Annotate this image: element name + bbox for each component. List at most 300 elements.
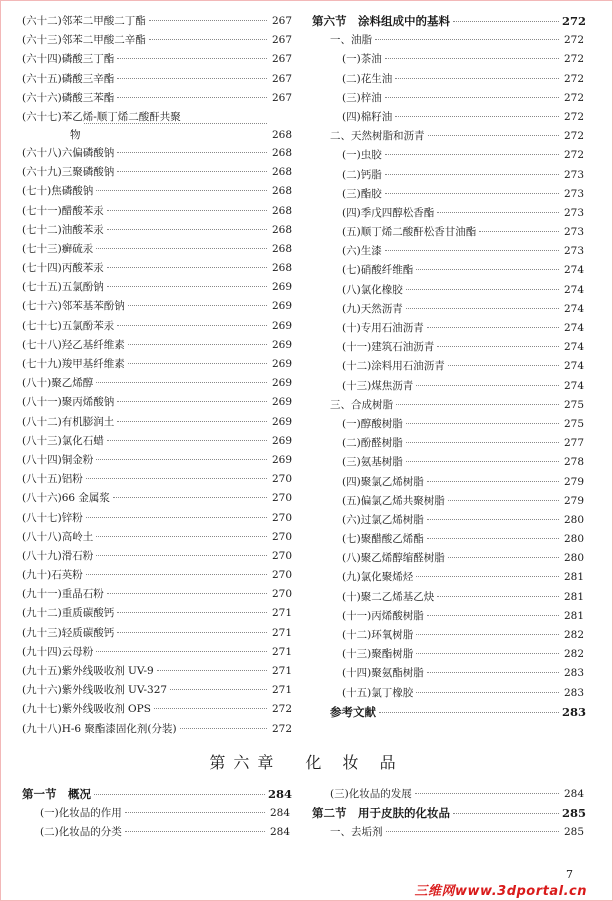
toc-entry-label: (六十五)磷酸三辛酯 [22,72,115,85]
toc-entry-label: (八十)聚乙烯醇 [22,377,94,390]
toc-section-heading [312,12,587,31]
toc-entry [312,89,584,108]
dot-leader [117,325,267,326]
toc-entry-label: 第二节 用于皮肤的化妆品 [312,806,450,821]
toc-entry-label: (七十七)五氯酚苯汞 [22,319,115,332]
toc-entry-page: 270 [271,549,292,562]
toc-entry-page: 284 [269,826,290,839]
toc-entry-label: 二、天然树脂和沥青 [330,130,425,143]
toc-entry-label: (三)氨基树脂 [342,456,403,469]
toc-entry-page: 269 [271,319,292,332]
toc-entry-label: 一、去垢剂 [330,826,383,839]
toc-entry-label: (七十二)油酸苯汞 [22,223,104,236]
toc-entry [312,50,584,69]
toc-entry-label: (一)醇酸树脂 [342,417,403,430]
toc-entry [312,684,584,703]
toc-entry-label: (五)顺丁烯二酸酐松香甘油酯 [342,226,477,239]
toc-entry [312,127,584,146]
toc-entry-page: 280 [563,513,584,526]
toc-entry-label: 第六节 涂料组成中的基料 [312,14,450,28]
toc-entry [312,377,584,396]
toc-entry [312,549,584,568]
toc-entry-page: 270 [271,569,292,582]
toc-entry-page: 268 [271,223,292,236]
toc-entry-label: (六)过氯乙烯树脂 [342,513,424,526]
dot-leader [125,812,265,813]
toc-entry-label: (八十二)有机膨润土 [22,415,115,428]
dot-leader [113,497,267,498]
dot-leader [128,363,267,364]
dot-leader [427,538,559,539]
toc-entry [312,357,584,376]
toc-entry-page: 283 [563,686,584,699]
toc-entry [22,547,292,566]
toc-entry-page: 269 [271,377,292,390]
dot-leader [170,689,267,690]
toc-entry-label: (八十六)66 金属浆 [22,492,110,505]
toc-entry-label: (二)钙脂 [342,168,382,181]
dot-leader [416,385,559,386]
dot-leader [94,794,265,795]
dot-leader [406,442,559,443]
dot-leader [180,728,267,729]
dot-leader [437,212,559,213]
toc-entry-label: (七十五)五氯酚钠 [22,281,104,294]
dot-leader [416,269,559,270]
toc-entry [22,355,292,374]
toc-entry-label: (六十九)三聚磷酸钠 [22,166,115,179]
toc-entry [312,108,584,127]
toc-entry-label: 参考文献 [330,704,376,719]
toc-entry-page: 268 [271,185,292,198]
toc-entry-page: 274 [563,341,584,354]
watermark: 三维网www.3dportal.cn [414,884,587,899]
toc-entry-label: (六十三)邻苯二甲酸二辛酯 [22,34,146,47]
toc-entry-label: (九)氯化聚烯烃 [342,571,414,584]
toc-entry [312,626,584,645]
dot-leader [107,229,267,230]
dot-leader [375,39,559,40]
toc-entry-page: 272 [271,703,292,716]
toc-entry [22,804,290,823]
toc-entry-label: (九十四)云母粉 [22,645,94,658]
toc-entry-page: 270 [271,530,292,543]
dot-leader [117,421,267,422]
toc-entry-label: (一)化妆品的作用 [40,807,122,820]
toc-entry-page: 269 [271,281,292,294]
dot-leader [117,152,267,153]
toc-entry-continuation [22,126,292,144]
toc-entry [22,643,292,662]
toc-entry-page: 284 [269,807,290,820]
toc-entry-page: 274 [563,264,584,277]
toc-entry-label: (六十四)磷酸三丁酯 [22,53,115,66]
dot-leader [96,382,267,383]
toc-entry-page: 274 [563,379,584,392]
dot-leader [385,193,559,194]
toc-entry-label: (四)聚氯乙烯树脂 [342,475,424,488]
toc-entry-label: (七)硝酸纤维酯 [342,264,414,277]
toc-entry-page: 268 [271,166,292,179]
toc-entry-page: 272 [563,110,584,123]
toc-entry-label: (九十八)H-6 聚酯漆固化剂(分装) [22,722,177,735]
toc-entry [312,31,584,50]
dot-leader [117,78,267,79]
dot-leader [96,459,267,460]
toc-entry [312,664,584,683]
toc-entry-label: (八十一)聚丙烯酸钠 [22,396,115,409]
toc-entry [312,607,584,626]
toc-entry-page: 272 [271,722,292,735]
dot-leader [406,308,559,309]
toc-entry-label: (十)聚二乙烯基乙炔 [342,590,435,603]
toc-entry-label: (三)酯胶 [342,187,382,200]
toc-entry-page: 274 [563,322,584,334]
toc-entry-label: (八)聚乙烯醇缩醛树脂 [342,552,445,565]
toc-entry [312,511,584,530]
toc-entry [22,259,292,278]
toc-entry [312,223,584,242]
dot-leader [395,116,559,117]
toc-section-heading [22,785,293,804]
dot-leader [117,171,267,172]
dot-leader [427,519,559,520]
dot-leader [437,346,559,347]
toc-entry-page: 270 [271,588,292,601]
toc-entry-label: (一)茶油 [342,53,382,66]
toc-entry-label: (八十三)氯化石蜡 [22,434,104,447]
toc-entry [312,281,584,300]
toc-entry-page: 279 [563,475,584,488]
dot-leader [427,615,559,616]
toc-entry [312,185,584,204]
toc-entry [22,336,292,355]
toc-entry-page: 272 [563,149,584,162]
toc-entry [312,453,584,472]
toc-entry-label: (十三)聚酯树脂 [342,648,414,661]
toc-entry-page: 283 [563,667,584,680]
toc-entry [22,89,292,108]
toc-entry [312,300,584,319]
dot-leader [385,58,559,59]
toc-entry-page: 271 [271,645,292,658]
toc-entry [22,202,292,221]
dot-leader [386,831,560,832]
dot-leader [107,286,267,287]
toc-entry-label: 一、油脂 [330,34,372,47]
toc-entry-label: (七十六)邻苯基苯酚钠 [22,300,125,313]
toc-entry-page: 271 [271,684,292,697]
dot-leader [416,653,559,654]
toc-entry-label: (八十七)锌粉 [22,511,83,524]
toc-entry [22,470,292,489]
toc-right-column [312,12,587,722]
toc-entry-label: (六十七)苯乙烯-顺丁烯二酸酐共聚 [22,110,181,123]
toc-entry-label: (六十六)磷酸三苯酯 [22,91,115,104]
toc-entry [312,530,584,549]
toc-entry [22,451,292,470]
toc-entry-label: (九十六)紫外线吸收剂 UV-327 [22,684,168,697]
dot-leader [107,440,267,441]
toc-entry [312,261,584,280]
toc-entry-page: 281 [563,609,584,622]
dot-leader [396,404,559,405]
toc-entry-label: (二)酚醛树脂 [342,437,403,450]
toc-entry-page: 268 [271,204,292,217]
dot-leader [385,97,559,98]
toc-entry [22,182,292,201]
toc-entry-page: 269 [271,338,292,351]
toc-entry-page: 282 [563,648,584,661]
dot-leader [96,190,267,191]
toc-entry-page: 275 [563,417,584,430]
toc-entry [22,509,292,528]
toc-entry-page: 281 [563,571,584,584]
toc-entry-page: 270 [271,511,292,524]
toc-entry [22,108,292,144]
toc-entry-page: 273 [563,226,584,239]
dot-leader [117,632,267,633]
toc-entry-label: (九十五)紫外线吸收剂 UV-9 [22,665,154,677]
toc-entry-page: 270 [271,473,292,486]
chapter-title: 第六章 化 妆 品 [209,753,404,772]
toc-entry-page: 285 [563,826,584,839]
toc-entry-label: (五)偏氯乙烯共聚树脂 [342,494,445,507]
toc-entry-page: 273 [563,168,584,181]
toc-entry-label: (六十二)邻苯二甲酸二丁酯 [22,15,146,27]
dot-leader [154,708,267,709]
toc-entry-label: (三)化妆品的发展 [330,788,412,800]
toc-entry-label: (十一)丙烯酸树脂 [342,609,424,622]
toc-entry-label: (七十)焦磷酸钠 [22,185,94,198]
toc-bottom-right [312,785,587,843]
dot-leader [406,289,559,290]
toc-entry [312,396,584,415]
toc-entry [22,317,292,336]
toc-entry-label: (九)天然沥青 [342,302,403,315]
toc-entry [22,144,292,163]
toc-entry-label: (九十七)紫外线吸收剂 OPS [22,703,151,716]
toc-entry-page: 280 [563,533,584,546]
toc-entry [22,413,292,432]
dot-leader [448,500,559,501]
toc-entry-page: 272 [563,34,584,47]
toc-entry [312,823,584,842]
toc-entry [312,319,584,338]
dot-leader [117,401,267,402]
dot-leader [117,58,267,59]
toc-entry-page: 272 [562,14,587,28]
toc-entry-page: 273 [563,206,584,219]
toc-entry-page: 277 [563,437,584,450]
toc-entry-page: 271 [271,665,292,677]
toc-entry [22,700,292,719]
toc-bottom-left [22,785,293,843]
dot-leader [428,135,560,136]
dot-leader [107,210,267,211]
dot-leader [479,231,559,232]
dot-leader [453,21,559,22]
toc-entry-label: (八十五)铝粉 [22,473,83,486]
dot-leader [416,576,559,577]
dot-leader [385,174,559,175]
toc-entry [22,624,292,643]
toc-entry-label: (七十一)醋酸苯汞 [22,204,104,217]
toc-entry [22,823,290,842]
dot-leader [128,344,267,345]
dot-leader [427,327,559,328]
toc-entry [22,604,292,623]
toc-entry-label: (七十四)丙酸苯汞 [22,262,104,275]
dot-leader [86,574,267,575]
toc-entry-page: 269 [271,453,292,466]
dot-leader [448,365,559,366]
toc-entry-page: 269 [271,434,292,447]
toc-entry [22,662,292,681]
toc-entry-label: (六)生漆 [342,245,382,258]
toc-entry [312,242,584,261]
dot-leader [453,813,559,814]
toc-entry [22,681,292,700]
dot-leader [406,461,559,462]
dot-leader [84,123,268,124]
toc-entry [22,240,292,259]
toc-entry-page: 281 [563,590,584,603]
toc-entry [312,338,584,357]
dot-leader [427,481,559,482]
toc-entry-page: 267 [271,15,292,27]
toc-entry-label: 第一节 概况 [22,787,91,801]
dot-leader [96,536,267,537]
toc-entry-page: 272 [563,72,584,85]
toc-entry [312,703,587,722]
toc-entry [312,415,584,434]
dot-leader [416,692,559,693]
toc-entry-page: 285 [562,806,587,821]
toc-entry [312,492,584,511]
toc-entry-label: (三)梓油 [342,91,382,104]
toc-entry-page: 267 [271,34,292,47]
toc-entry [312,434,584,453]
toc-entry [312,146,584,165]
dot-leader [385,250,559,251]
toc-entry [22,528,292,547]
toc-entry [312,166,584,185]
toc-entry-page: 284 [268,787,293,801]
toc-entry-page: 268 [271,146,292,159]
toc-entry-page: 274 [563,302,584,315]
toc-entry-label: (十一)建筑石油沥青 [342,341,435,354]
toc-entry-label: (二)花生油 [342,72,393,85]
toc-entry-label: (七十八)羟乙基纤维素 [22,338,125,351]
toc-entry-page: 268 [271,242,292,255]
toc-entry-page: 275 [563,398,584,411]
toc-entry [312,645,584,664]
toc-entry-label: (十五)氯丁橡胶 [342,686,414,699]
toc-entry-label: (八十四)铜金粉 [22,453,94,466]
toc-entry [22,720,292,739]
toc-entry [22,221,292,240]
toc-entry-page: 274 [563,283,584,296]
toc-entry [22,566,292,585]
toc-entry-page: 282 [563,629,584,641]
toc-entry [312,588,584,607]
toc-entry-label: (十)专用石油沥青 [342,322,424,334]
toc-entry-label: (七)聚醋酸乙烯酯 [342,533,424,546]
dot-leader [86,478,267,479]
toc-entry-label: (十三)煤焦沥青 [342,379,414,392]
dot-leader [395,78,559,79]
dot-leader [157,670,267,671]
toc-entry [312,785,584,804]
toc-entry-label-cont: 物 [70,128,81,141]
dot-leader [96,248,267,249]
toc-entry-page: 272 [563,53,584,66]
dot-leader [96,555,267,556]
toc-entry [312,568,584,587]
dot-leader [416,634,559,635]
toc-entry [312,204,584,223]
dot-leader [86,517,267,518]
toc-entry [22,374,292,393]
toc-entry-page: 271 [271,626,292,639]
dot-leader [415,793,559,794]
toc-entry-page: 269 [271,415,292,428]
toc-entry-label: (九十二)重质碳酸钙 [22,607,115,620]
dot-leader [128,305,267,306]
toc-entry [22,31,292,50]
dot-leader [427,672,559,673]
toc-entry-page: 279 [563,494,584,507]
toc-entry-label: 三、合成树脂 [330,398,393,411]
toc-entry-label: (八十九)滑石粉 [22,549,94,562]
toc-entry [312,473,584,492]
toc-entry-label: (十四)聚氨酯树脂 [342,667,424,680]
toc-entry-label: (四)季戊四醇松香酯 [342,206,435,219]
toc-entry [22,297,292,316]
toc-section-heading [312,804,587,823]
toc-entry-page: 273 [563,187,584,200]
toc-entry-label: (四)棉籽油 [342,110,393,123]
toc-entry-page: 271 [271,607,292,620]
toc-entry-page: 268 [271,262,292,275]
dot-leader [107,267,267,268]
toc-entry-label: (八)氯化橡胶 [342,283,403,296]
toc-entry [22,489,292,508]
dot-leader [149,20,267,21]
dot-leader [117,612,267,613]
toc-entry-label: (九十一)重晶石粉 [22,588,104,601]
toc-entry-label: (九十三)轻质碳酸钙 [22,626,115,639]
toc-entry-page: 267 [271,91,292,104]
toc-entry-page: 268 [271,128,292,141]
toc-entry-page: 273 [563,245,584,258]
toc-entry [22,393,292,412]
toc-left-column [22,12,292,739]
toc-entry-label: (七十九)羧甲基纤维素 [22,358,125,370]
toc-entry-page: 272 [563,130,584,143]
toc-entry-page: 267 [271,72,292,85]
dot-leader [406,423,559,424]
toc-entry-page: 269 [271,396,292,409]
toc-entry-page: 269 [271,358,292,370]
toc-entry-page: 283 [562,704,587,719]
toc-entry-page: 272 [563,91,584,104]
dot-leader [437,596,559,597]
dot-leader [149,39,267,40]
toc-entry-label: (六十八)六偏磷酸钠 [22,146,115,159]
toc-entry-page: 274 [563,360,584,373]
